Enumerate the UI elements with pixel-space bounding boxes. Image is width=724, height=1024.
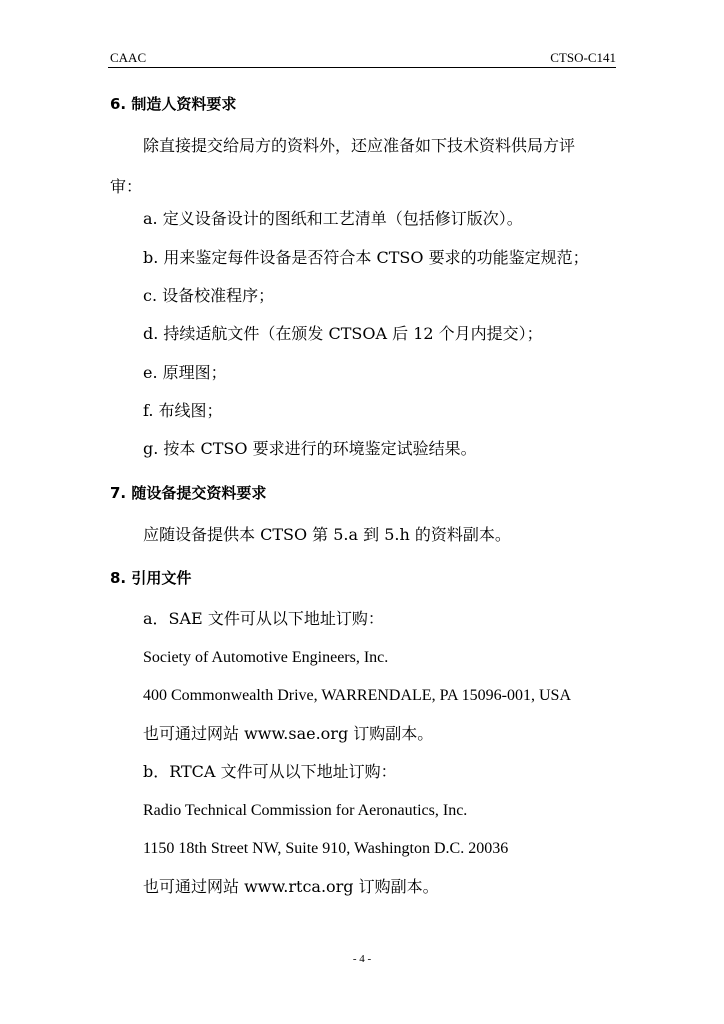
rtca-order-line: b．RTCA 文件可从以下地址订购：: [143, 762, 397, 781]
sae-address: 400 Commonwealth Drive, WARRENDALE, PA 15096-001, USA: [143, 687, 571, 704]
section-6-intro-line-2: 审：: [110, 177, 143, 196]
section-6-item-a: a. 定义设备设计的图纸和工艺清单（包括修订版次）。: [143, 209, 523, 228]
section-6-item-c: c. 设备校准程序；: [143, 286, 275, 305]
section-7-title: 7. 随设备提交资料要求: [110, 484, 267, 502]
section-6-item-f: f. 布线图；: [143, 401, 223, 420]
header-doc-id: CTSO-C141: [550, 50, 616, 65]
section-6-item-e: e. 原理图；: [143, 363, 227, 382]
sae-name: Society of Automotive Engineers, Inc.: [143, 649, 389, 666]
header-rule: [108, 67, 616, 68]
section-6-item-d: d. 持续适航文件（在颁发 CTSOA 后 12 个月内提交）；: [143, 324, 543, 343]
section-6-title: 6. 制造人资料要求: [110, 95, 237, 113]
sae-website-line: 也可通过网站 www.sae.org 订购副本。: [143, 724, 434, 743]
section-8-title: 8. 引用文件: [110, 569, 192, 587]
rtca-name: Radio Technical Commission for Aeronautics, Inc.: [143, 802, 468, 819]
rtca-address: 1150 18th Street NW, Suite 910, Washington D.C. 20036: [143, 840, 509, 857]
section-6-intro-line-1: 除直接提交给局方的资料外，还应准备如下技术资料供局方评: [143, 136, 576, 155]
section-6-item-g: g. 按本 CTSO 要求进行的环境鉴定试验结果。: [143, 439, 477, 458]
section-6-item-b: b. 用来鉴定每件设备是否符合本 CTSO 要求的功能鉴定规范；: [143, 248, 589, 267]
sae-order-line: a．SAE 文件可从以下地址订购：: [143, 609, 384, 628]
rtca-website-line: 也可通过网站 www.rtca.org 订购副本。: [143, 877, 439, 896]
header-org: CAAC: [110, 50, 147, 65]
page-number: - 4 -: [352, 953, 372, 965]
section-7-text: 应随设备提供本 CTSO 第 5.a 到 5.h 的资料副本。: [143, 525, 511, 544]
